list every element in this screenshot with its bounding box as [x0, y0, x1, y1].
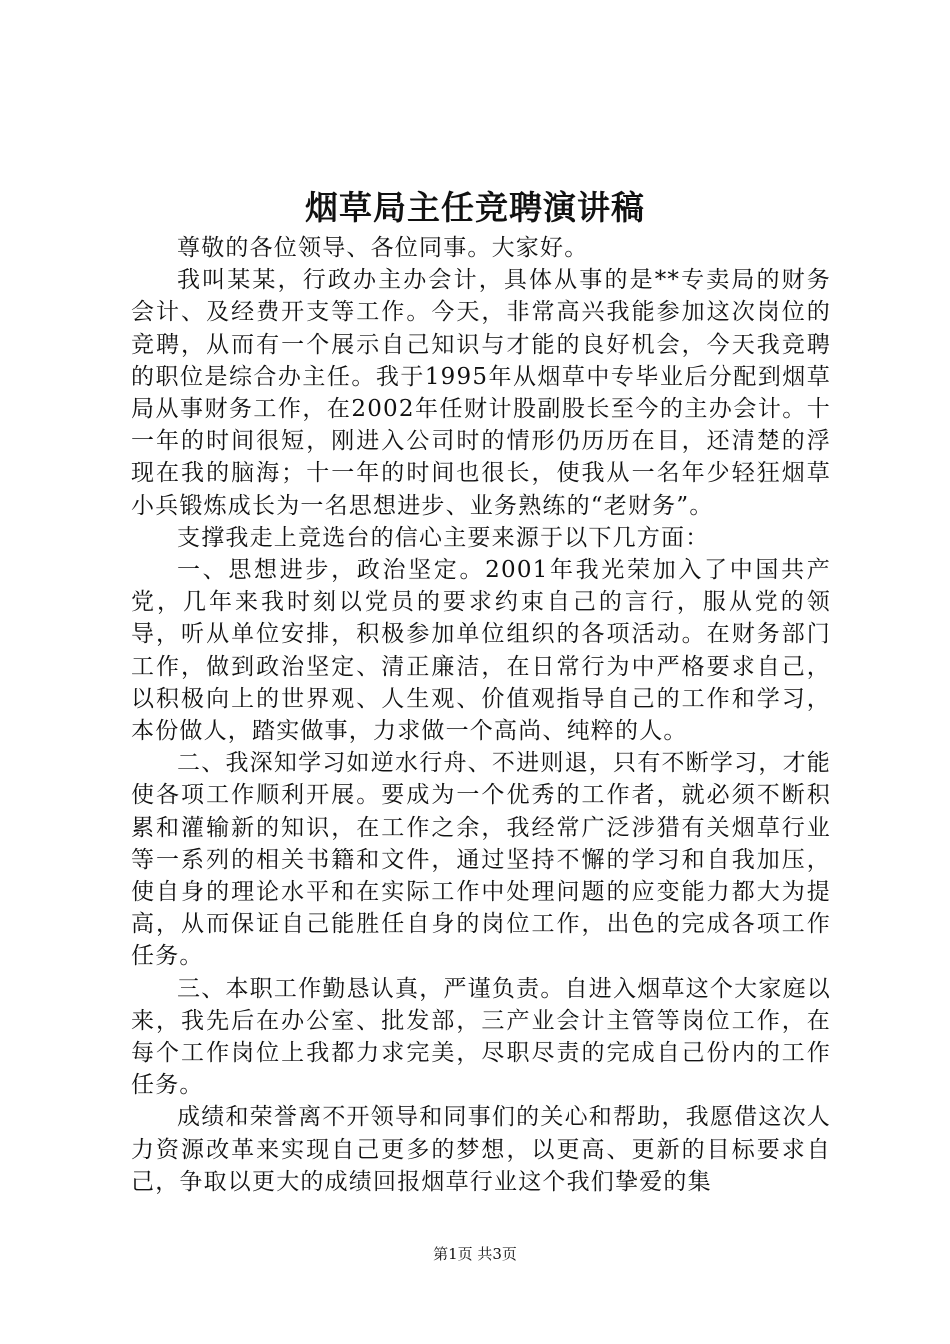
- page-number-footer: 第1页 共3页: [433, 1245, 517, 1263]
- paragraph-point-two: 二、我深知学习如逆水行舟、不进则退，只有不断学习，才能使各项工作顺利开展。要成为一个优秀的工作者，就必须不断积累和灌输新的知识，在工作之余，我经常广泛涉猎有关烟草行业等一系列的相关书籍和文件，通过坚持不懈的学习和自我加压，使自身的理论水平和在实际工作中处理问题的应变能力都大为提高，从而保证自己能胜任自身的岗位工作，出色的完成各项工作任务。: [131, 750, 831, 970]
- paragraph-confidence-sources: 支撑我走上竞选台的信心主要来源于以下几方面：: [177, 524, 710, 551]
- paragraph-closing: 成绩和荣誉离不开领导和同事们的关心和帮助，我愿借这次人力资源改革来实现自己更多的梦想，以更高、更新的目标要求自己，争取以更大的成绩回报烟草行业这个我们挚爱的集: [131, 1104, 831, 1195]
- paragraph-point-one: 一、思想进步，政治坚定。2001年我光荣加入了中国共产党，几年来我时刻以党员的要求约束自己的言行，服从党的领导，听从单位安排，积极参加单位组织的各项活动。在财务部门工作，做到政治坚定、清正廉洁，在日常行为中严格要求自己，以积极向上的世界观、人生观、价值观指导自己的工作和学习，本份做人，踏实做事，力求做一个高尚、纯粹的人。: [131, 557, 831, 745]
- document-body: [131, 232, 831, 1198]
- document-title: 烟草局主任竞聘演讲稿: [305, 188, 645, 227]
- paragraph-greeting: 尊敬的各位领导、各位同事。大家好。: [177, 235, 589, 261]
- paragraph-point-three: 三、本职工作勤恳认真，严谨负责。自进入烟草这个大家庭以来，我先后在办公室、批发部，三产业会计主管等岗位工作，在每个工作岗位上我都力求完美，尽职尽责的完成自己份内的工作任务。: [131, 975, 831, 1099]
- paragraph-introduction: 我叫某某，行政办主办会计，具体从事的是**专卖局的财务会计、及经费开支等工作。今天，非常高兴我能参加这次岗位的竞聘，从而有一个展示自己知识与才能的良好机会，今天我竞聘的职位是综合办主任。我于1995年从烟草中专毕业后分配到烟草局从事财务工作，在2002年任财计股副股长至今的主办会计。十一年的时间很短，刚进入公司时的情形仍历历在目，还清楚的浮现在我的脑海；十一年的时间也很长，使我从一名年少轻狂烟草小兵锻炼成长为一名思想进步、业务熟练的“老财务”。: [131, 267, 831, 519]
